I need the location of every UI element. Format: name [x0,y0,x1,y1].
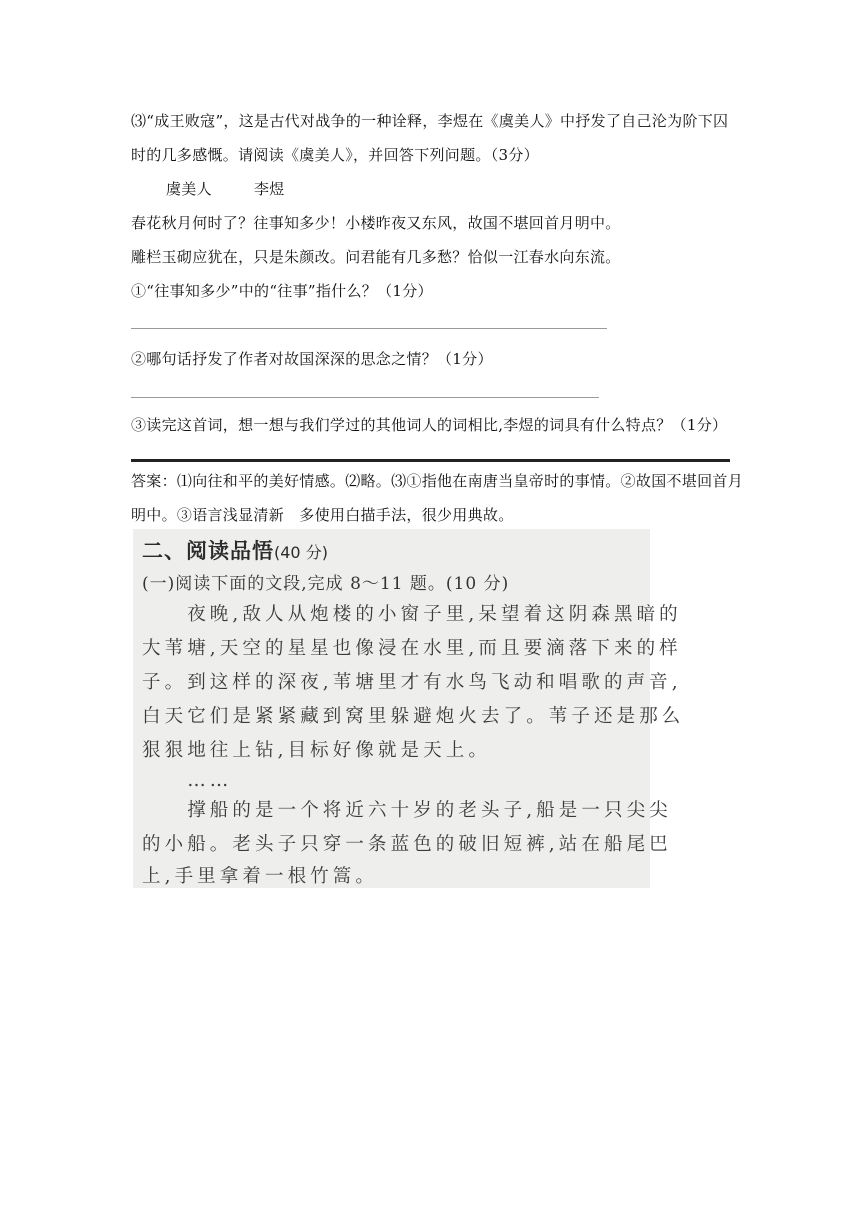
passage-line: 的小船。老头子只穿一条蓝色的破旧短裤,站在船尾巴 [142,834,672,855]
section-heading [142,535,328,565]
sub-question-1: ①“往事知多少”中的“往事”指什么？（1分） [131,282,433,300]
passage-ellipsis: …… [142,770,233,791]
passage-line: 狠狠地往上钻,目标好像就是天上。 [142,740,491,761]
answer-line-2: 明中。③语言浅显清新 多使用白描手法，很少用典故。 [131,506,514,524]
sub-question-3: ③读完这首词，想一想与我们学过的其他词人的词相比,李煜的词具有什么特点？（1分） [131,416,728,434]
passage-subheading: (一)阅读下面的文段,完成 8～11 题。(10 分) [142,574,510,594]
answer-blank-1 [131,328,607,329]
answer-divider [131,459,730,462]
poem-line-1: 春花秋月何时了？往事知多少！小楼昨夜又东风，故国不堪回首月明中。 [131,214,621,232]
passage-line: 撑船的是一个将近六十岁的老头子,船是一只尖尖 [142,800,672,821]
poem-title: 虞美人 [166,180,212,198]
question-intro-line-2: 时的几多感慨。请阅读《虞美人》，并回答下列问题。（3分） [131,146,539,164]
section-points: (40 分) [274,543,328,562]
poem-line-2: 雕栏玉砌应犹在，只是朱颜改。问君能有几多愁？恰似一江春水向东流。 [131,248,621,266]
poem-author: 李煜 [254,180,285,198]
passage-line: 白天它们是紧紧藏到窝里躲避炮火去了。苇子还是那么 [142,706,685,727]
passage-line: 子。到这样的深夜,苇塘里才有水鸟飞动和唱歌的声音, [142,672,682,693]
passage-line: 上,手里拿着一根竹篙。 [142,866,378,887]
answer-line-1: 答案：⑴向往和平的美好情感。⑵略。⑶①指他在南唐当皇帝时的事情。②故国不堪回首月 [131,472,744,490]
passage-line: 大苇塘,天空的星星也像浸在水里,而且要滴落下来的样 [142,638,682,659]
sub-question-2: ②哪句话抒发了作者对故国深深的思念之情？（1分） [131,350,493,368]
answer-blank-2 [131,397,599,398]
passage-line: 夜晚,敌人从炮楼的小窗子里,呆望着这阴森黑暗的 [142,604,682,625]
scanned-passage-image [133,529,685,888]
question-intro-line-1: ⑶“成王败寇”，这是古代对战争的一种诠释，李煜在《虞美人》中抒发了自己沦为阶下囚 [131,112,729,130]
section-title: 二、阅读品悟 [142,539,274,563]
